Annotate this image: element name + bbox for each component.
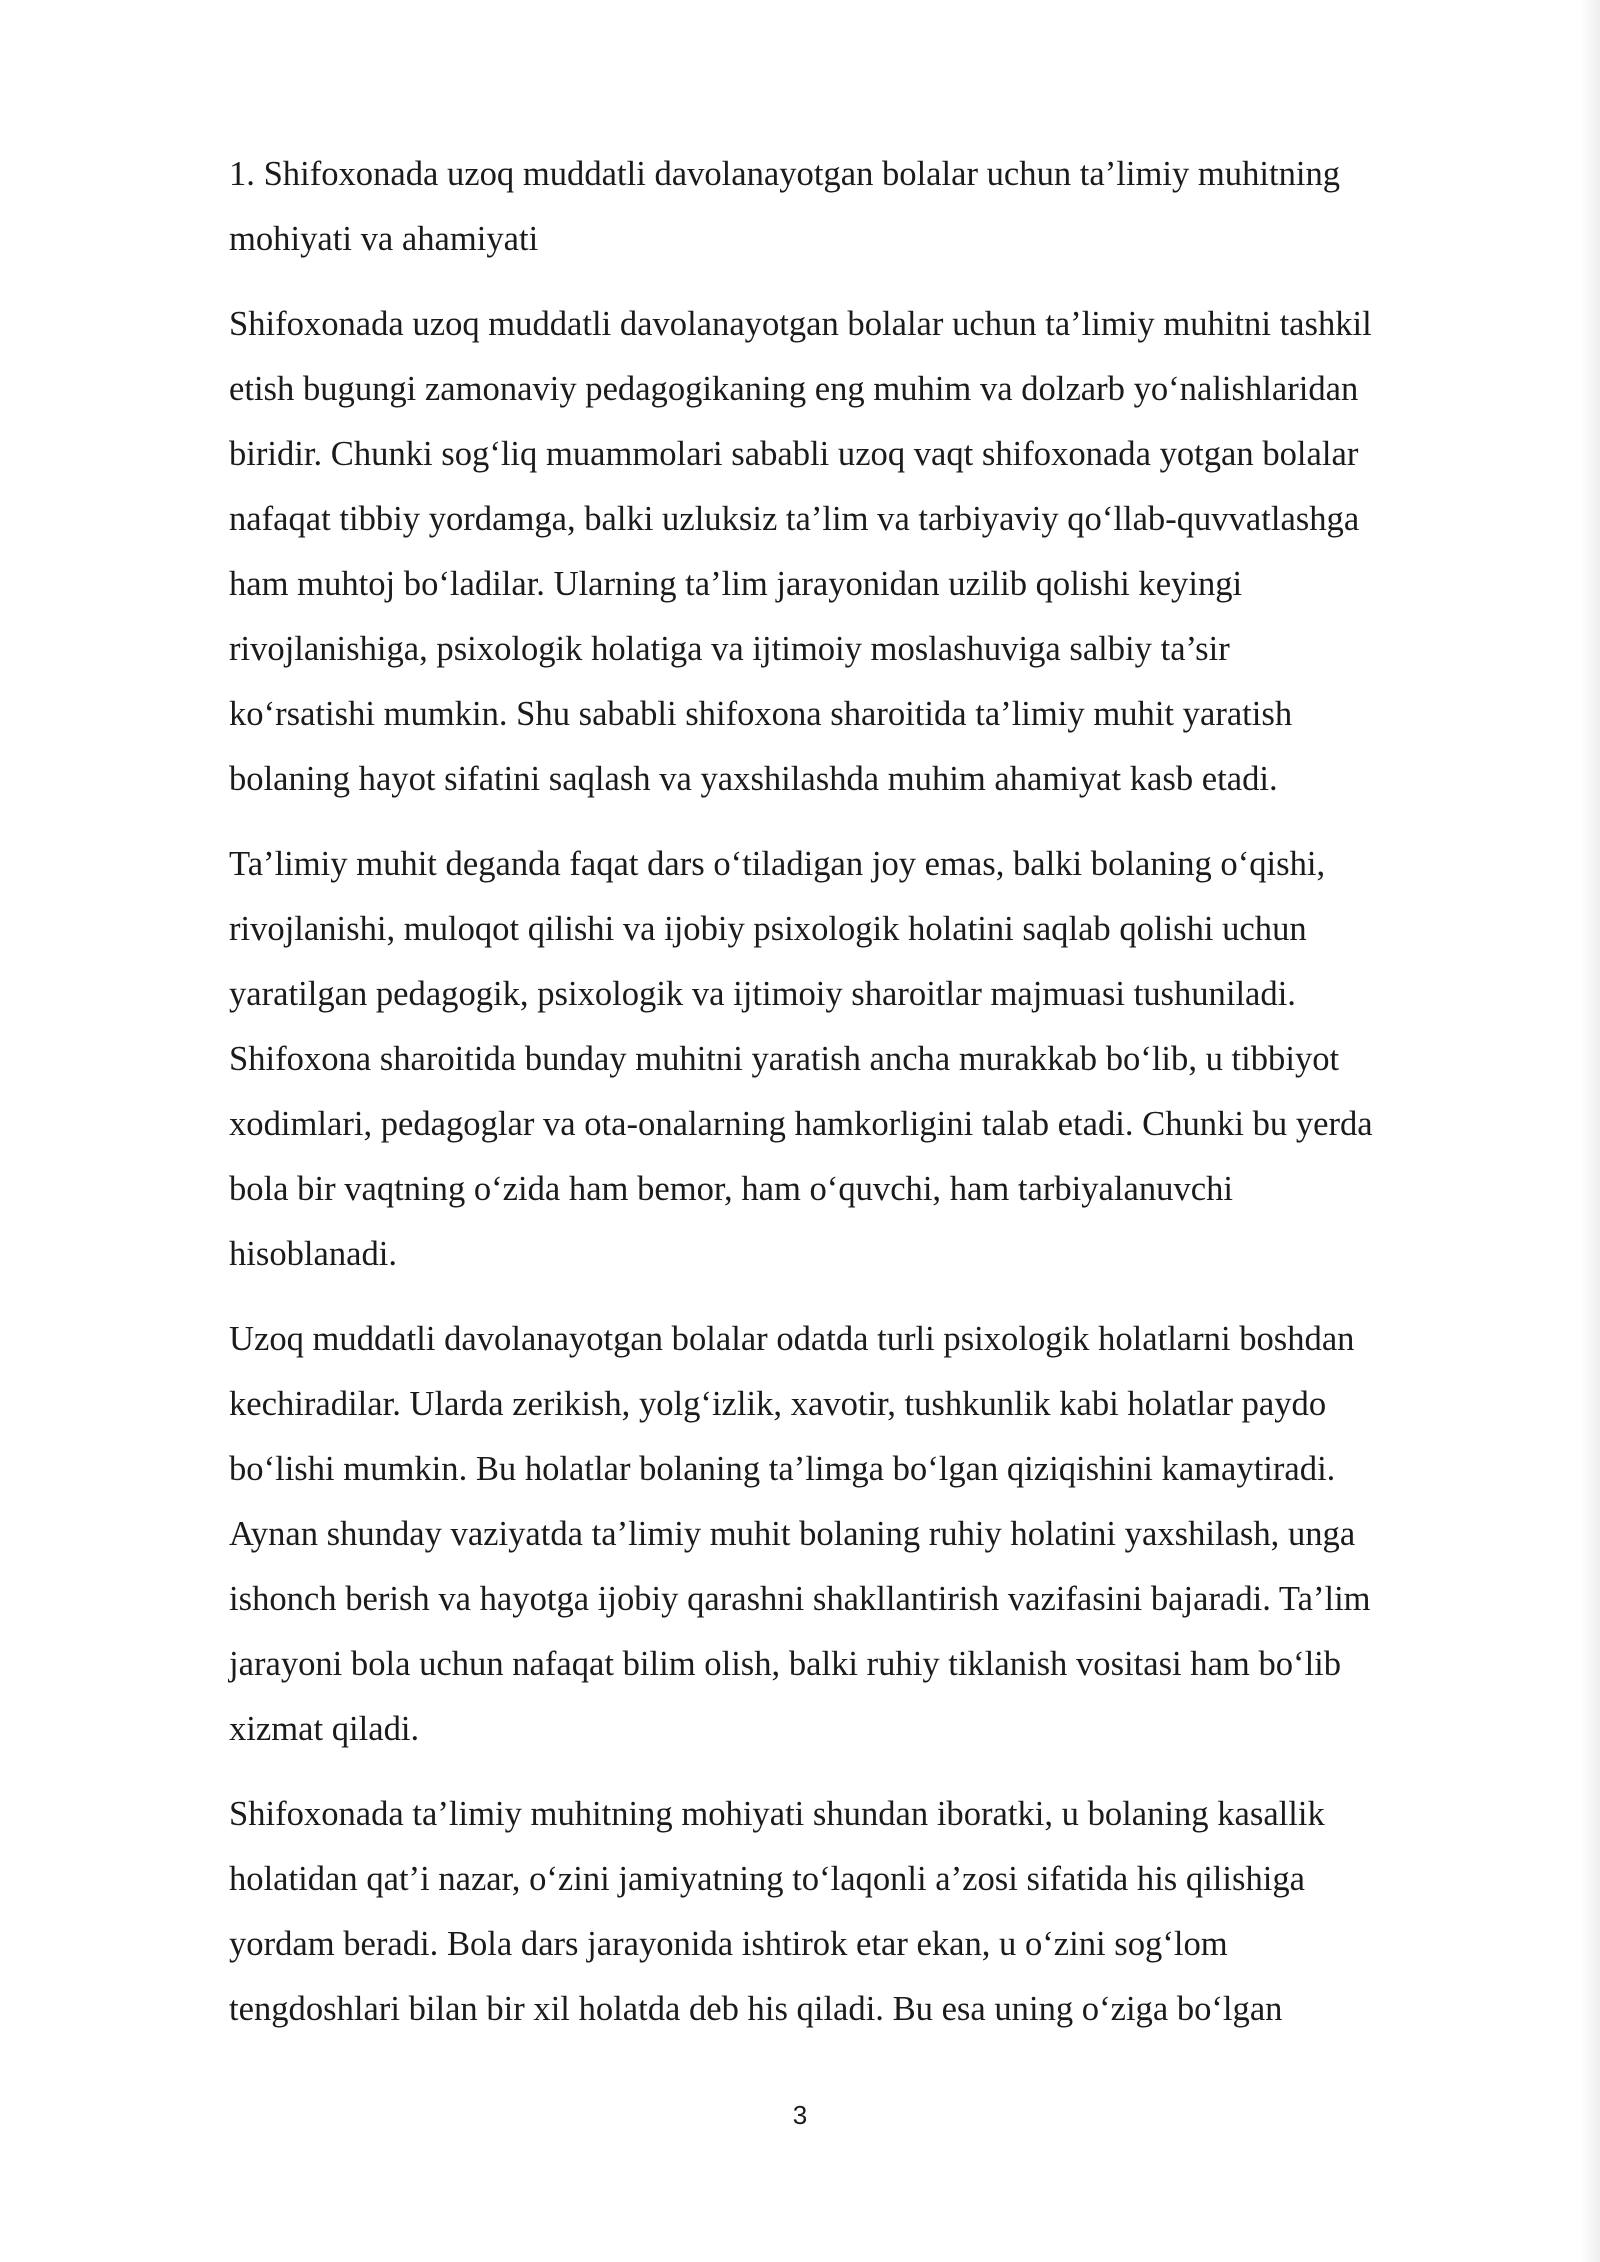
text-line: hisoblanadi. [229,1235,398,1273]
paragraph-2 [229,832,1477,1287]
section-heading [229,142,1477,272]
text-line: ham muhtoj bo‘ladilar. Ularning ta’lim jarayonidan uzilib qolishi keyingi [229,565,1243,603]
text-line: etish bugungi zamonaviy pedagogikaning eng muhim va dolzarb yo‘nalishlaridan [229,370,1359,408]
text-line: Uzoq muddatli davolanayotgan bolalar odatda turli psixologik holatlarni boshdan [229,1320,1355,1358]
text-line: ko‘rsatishi mumkin. Shu sababli shifoxona sharoitida ta’limiy muhit yaratish [229,695,1293,733]
text-line: tengdoshlari bilan bir xil holatda deb his qiladi. Bu esa uning o‘ziga bo‘lgan [229,1990,1283,2028]
paragraph-1 [229,292,1477,812]
text-line: xodimlari, pedagoglar va ota-onalarning hamkorligini talab etadi. Chunki bu yerda [229,1105,1373,1143]
paragraph-3 [229,1307,1477,1762]
text-line: jarayoni bola uchun nafaqat bilim olish, balki ruhiy tiklanish vositasi ham bo‘lib [229,1645,1342,1683]
text-line: rivojlanishi, muloqot qilishi va ijobiy psixologik holatini saqlab qolishi uchun [229,910,1307,948]
text-line: kechiradilar. Ularda zerikish, yolg‘izlik, xavotir, tushkunlik kabi holatlar paydo [229,1385,1327,1423]
text-line: yordam beradi. Bola dars jarayonida ishtirok etar ekan, u o‘zini sog‘lom [229,1925,1228,1963]
text-line: Shifoxonada ta’limiy muhitning mohiyati shundan iboratki, u bolaning kasallik [229,1795,1325,1833]
text-line: biridir. Chunki sog‘liq muammolari sababli uzoq vaqt shifoxonada yotgan bolalar [229,435,1359,473]
paragraph-4 [229,1782,1477,2042]
text-line: Aynan shunday vaziyatda ta’limiy muhit bolaning ruhiy holatini yaxshilash, unga [229,1515,1356,1553]
text-line: nafaqat tibbiy yordamga, balki uzluksiz ta’lim va tarbiyaviy qo‘llab-quvvatlashga [229,500,1360,538]
text-line: bola bir vaqtning o‘zida ham bemor, ham o‘quvchi, ham tarbiyalanuvchi [229,1170,1233,1208]
page-body [229,142,1477,2062]
heading-line: 1. Shifoxonada uzoq muddatli davolanayotgan bolalar uchun ta’limiy muhitning [229,155,1341,193]
text-line: xizmat qiladi. [229,1710,420,1748]
text-line: Shifoxonada uzoq muddatli davolanayotgan bolalar uchun ta’limiy muhitni tashkil [229,305,1372,343]
text-line: bolaning hayot sifatini saqlash va yaxshilashda muhim ahamiyat kasb etadi. [229,760,1278,798]
text-line: Shifoxona sharoitida bunday muhitni yaratish ancha murakkab bo‘lib, u tibbiyot [229,1040,1340,1078]
page-edge-shadow [1580,0,1600,2262]
text-line: rivojlanishiga, psixologik holatiga va ijtimoiy moslashuviga salbiy ta’sir [229,630,1230,668]
text-line: holatidan qat’i nazar, o‘zini jamiyatning to‘laqonli a’zosi sifatida his qilishiga [229,1860,1306,1898]
heading-line: mohiyati va ahamiyati [229,220,539,258]
page-number: 3 [792,2100,808,2130]
text-line: ishonch berish va hayotga ijobiy qarashni shakllantirish vazifasini bajaradi. Ta’lim [229,1580,1371,1618]
text-line: bo‘lishi mumkin. Bu holatlar bolaning ta’limga bo‘lgan qiziqishini kamaytiradi. [229,1450,1336,1488]
text-line: yaratilgan pedagogik, psixologik va ijtimoiy sharoitlar majmuasi tushuniladi. [229,975,1296,1013]
text-line: Ta’limiy muhit deganda faqat dars o‘tiladigan joy emas, balki bolaning o‘qishi, [229,845,1326,883]
